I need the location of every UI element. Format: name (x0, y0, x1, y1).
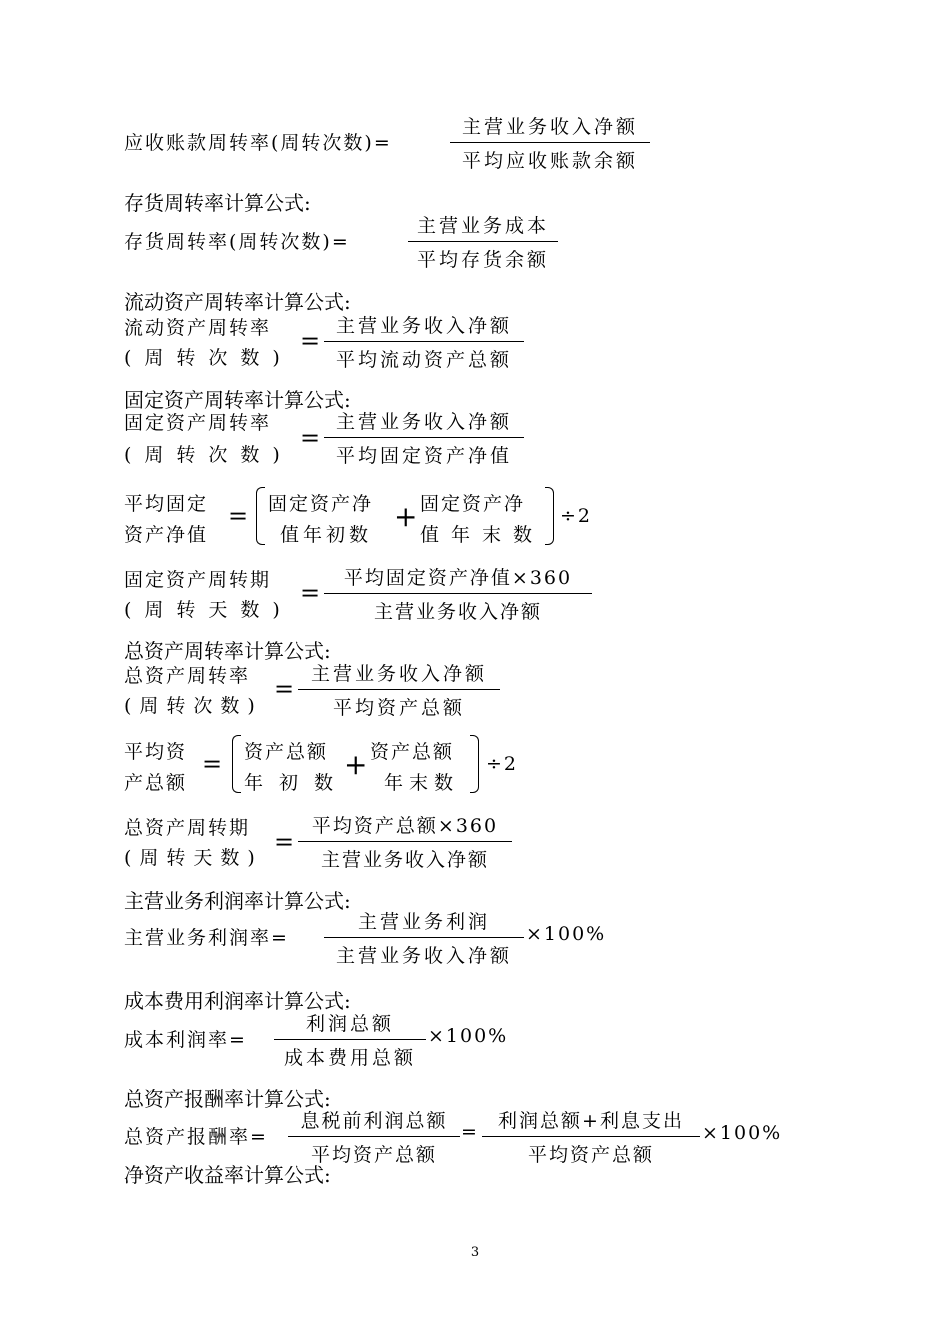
return-assets-heading: 总资产报酬率计算公式: (124, 1087, 331, 1111)
right-bracket (470, 735, 479, 793)
total-assets-equals: = (274, 675, 297, 703)
receivable-fraction (450, 112, 650, 173)
inventory-heading: 存货周转率计算公式: (124, 191, 311, 215)
current-assets-fraction (324, 311, 524, 372)
total-days-equals: = (274, 828, 297, 856)
cost-profit-heading: 成本费用利润率计算公式: (124, 989, 351, 1013)
cost-profit-lhs: 成本利润率= (124, 1029, 247, 1051)
avg-total-plus: + (344, 748, 370, 781)
avg-total-equals: = (202, 750, 225, 778)
avg-fixed-equals: = (228, 502, 251, 530)
fixed-days-lhs1: 固定资产周转期 (124, 569, 272, 591)
total-assets-denominator: 平均资产总额 (332, 697, 465, 719)
return-assets-denominator-2: 平均资产总额 (527, 1144, 654, 1166)
return-assets-times: ×100% (702, 1122, 783, 1144)
avg-fixed-divide: ÷2 (560, 505, 593, 527)
return-assets-fraction-1 (288, 1106, 460, 1167)
receivable-denominator: 平均应收账款余额 (461, 150, 638, 172)
avg-total-lhs2: 产总额 (124, 772, 188, 794)
avg-total-term2-top: 资产总额 (370, 741, 455, 763)
fixed-assets-denominator: 平均固定资产净值 (335, 445, 512, 467)
avg-fixed-lhs1: 平均固定 (124, 493, 209, 515)
profit-margin-numerator: 主营业务利润 (324, 907, 524, 938)
profit-margin-times: ×100% (526, 923, 607, 945)
avg-total-term2-bottom: 年末数 (384, 772, 460, 794)
total-days-denominator: 主营业务收入净额 (320, 849, 489, 871)
cost-profit-times: ×100% (428, 1025, 509, 1047)
profit-margin-lhs: 主营业务利润率= (124, 927, 289, 949)
right-bracket (545, 487, 554, 545)
current-assets-lhs2: (周转次数) (124, 347, 293, 369)
fixed-days-equals: = (300, 579, 323, 607)
profit-margin-fraction (324, 907, 524, 968)
total-assets-numerator: 主营业务收入净额 (298, 659, 500, 690)
total-assets-lhs2: (周转次数) (124, 695, 263, 717)
fixed-days-denominator: 主营业务收入净额 (373, 601, 542, 623)
fixed-days-fraction (324, 563, 592, 624)
total-assets-fraction (298, 659, 500, 720)
avg-fixed-lhs2: 资产净值 (124, 524, 209, 546)
avg-total-term1-bottom: 年初数 (244, 772, 350, 794)
inventory-fraction (408, 211, 558, 272)
current-assets-heading: 流动资产周转率计算公式: (124, 290, 351, 314)
fixed-days-lhs2: (周转天数) (124, 599, 293, 621)
total-assets-heading: 总资产周转率计算公式: (124, 639, 331, 663)
total-days-fraction (298, 811, 512, 872)
return-assets-numerator-2: 利润总额+利息支出 (482, 1106, 700, 1137)
receivable-numerator: 主营业务收入净额 (450, 112, 650, 143)
avg-fixed-term2-top: 固定资产净 (420, 493, 526, 515)
avg-total-lhs1: 平均资 (124, 741, 188, 763)
fixed-assets-numerator: 主营业务收入净额 (324, 407, 524, 438)
return-assets-lhs: 总资产报酬率= (124, 1126, 268, 1148)
current-assets-numerator: 主营业务收入净额 (324, 311, 524, 342)
avg-fixed-term1-top: 固定资产净 (268, 493, 374, 515)
roe-heading: 净资产收益率计算公式: (124, 1163, 331, 1187)
return-assets-denominator-1: 平均资产总额 (310, 1144, 437, 1166)
receivable-lhs: 应收账款周转率(周转次数)= (124, 132, 392, 154)
avg-fixed-plus: + (394, 500, 420, 533)
cost-profit-numerator: 利润总额 (274, 1009, 426, 1040)
cost-profit-fraction (274, 1009, 426, 1070)
current-assets-equals: = (300, 327, 323, 355)
fixed-assets-lhs2: (周转次数) (124, 444, 293, 466)
avg-total-divide: ÷2 (486, 753, 519, 775)
left-bracket (256, 487, 265, 545)
fixed-assets-heading: 固定资产周转率计算公式: (124, 388, 351, 412)
profit-margin-heading: 主营业务利润率计算公式: (124, 889, 351, 913)
profit-margin-denominator: 主营业务收入净额 (335, 945, 512, 967)
total-days-lhs2: (周转天数) (124, 847, 263, 869)
avg-fixed-term2-bottom: 值年末数 (420, 524, 545, 546)
inventory-denominator: 平均存货余额 (416, 249, 549, 271)
return-assets-fraction-2 (482, 1106, 700, 1167)
cost-profit-denominator: 成本费用总额 (283, 1047, 416, 1069)
return-assets-numerator-1: 息税前利润总额 (288, 1106, 460, 1137)
current-assets-lhs1: 流动资产周转率 (124, 317, 272, 339)
total-days-lhs1: 总资产周转期 (124, 817, 251, 839)
fixed-assets-equals: = (300, 424, 323, 452)
fixed-assets-lhs1: 固定资产周转率 (124, 412, 272, 434)
page-number: 3 (470, 1245, 480, 1260)
avg-total-term1-top: 资产总额 (244, 741, 329, 763)
fixed-assets-fraction (324, 407, 524, 468)
current-assets-denominator: 平均流动资产总额 (335, 349, 512, 371)
return-assets-equals: = (461, 1121, 479, 1143)
avg-fixed-term1-bottom: 值年初数 (280, 524, 373, 546)
total-days-numerator: 平均资产总额×360 (298, 811, 512, 842)
total-assets-lhs1: 总资产周转率 (124, 665, 251, 687)
inventory-numerator: 主营业务成本 (408, 211, 558, 242)
left-bracket (232, 735, 241, 793)
inventory-lhs: 存货周转率(周转次数)= (124, 231, 350, 253)
fixed-days-numerator: 平均固定资产净值×360 (324, 563, 592, 594)
